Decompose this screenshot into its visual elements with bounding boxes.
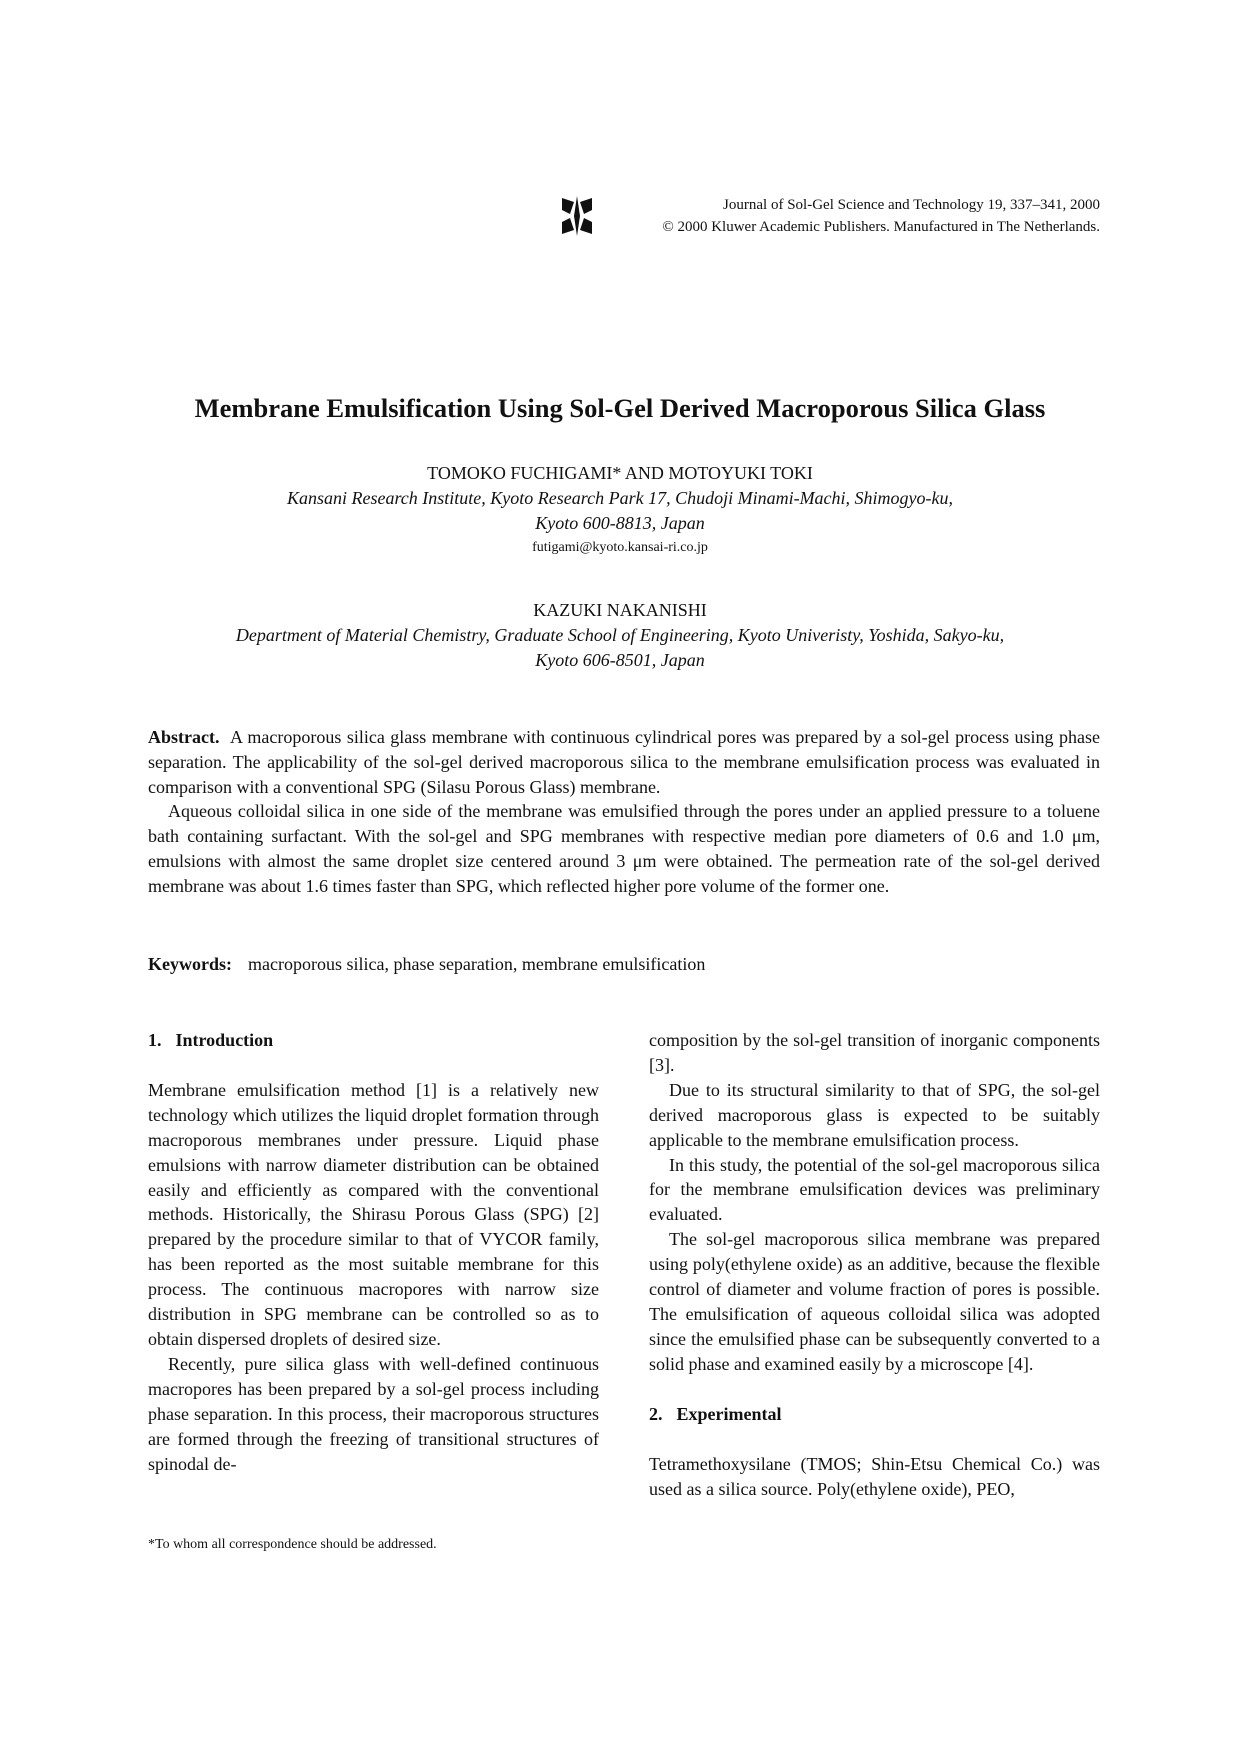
abstract-paragraph [148, 725, 1100, 799]
author-names: KAZUKI NAKANISHI [533, 600, 707, 620]
section-title: Introduction [175, 1030, 274, 1050]
keywords-label: Keywords: [148, 954, 232, 974]
section-heading [148, 1028, 599, 1053]
body-paragraph: The sol-gel macroporous silica membrane was prepared using poly(ethylene oxide) as an additive, because the flexible control of diameter and volume fraction of pores is possible. The emulsification of aqueous colloidal silica was adopted since the emulsified phase can be subsequently converted to a solid phase and examined easily by a microscope [4]. [649, 1229, 1100, 1374]
journal-line: Journal of Sol-Gel Science and Technology 19, 337–341, 2000 [723, 197, 1100, 213]
left-column [148, 1028, 599, 1476]
author-affiliation-city: Kyoto 606-8501, Japan [535, 650, 705, 670]
paper-title: Membrane Emulsification Using Sol-Gel Derived Macroporous Silica Glass [194, 393, 1046, 423]
author-affiliation: Kansani Research Institute, Kyoto Research Park 17, Chudoji Minami-Machi, Shimogyo-ku, [286, 488, 954, 508]
author-affiliation-city: Kyoto 600-8813, Japan [535, 513, 705, 533]
section-number: 2. [649, 1403, 663, 1424]
body-paragraph: Recently, pure silica glass with well-defined continuous macropores has been prepared by a sol-gel process including phase separation. In this process, their macroporous structures are formed through the freezing of transitional structures of spinodal de- [148, 1353, 599, 1474]
author-block-1 [120, 461, 1120, 560]
right-column [649, 1028, 1100, 1501]
keywords [148, 952, 1100, 976]
author-block-2 [120, 598, 1120, 673]
copyright-line: © 2000 Kluwer Academic Publishers. Manufactured in The Netherlands. [662, 219, 1100, 235]
abstract [148, 725, 1100, 899]
body-paragraph: Membrane emulsification method [1] is a relatively new technology which utilizes the liquid droplet formation through macroporous membranes under pressure. Liquid phase emulsions with narrow diameter distribution can be obtained easily and efficiently as compared with the conventional methods. Historically, the Shirasu Porous Glass (SPG) [2] prepared by the procedure similar to that of VYCOR family, has been reported as the most suitable membrane for this process. The continuous macropores with narrow size distribution in SPG membrane can be controlled so as to obtain dispersed droplets of desired size. [148, 1079, 599, 1349]
abstract-text: A macroporous silica glass membrane with continuous cylindrical pores was prepared by a sol-gel process using phase separation. The applicability of the sol-gel derived macroporous silica to the membrane emulsification process was evaluated in comparison with a conventional SPG (Silasu Porous Glass) membrane. [148, 727, 1100, 797]
body-paragraph: Due to its structural similarity to that of SPG, the sol-gel derived macroporous glass is expected to be suitably applicable to the membrane emulsification process. [649, 1079, 1100, 1150]
section-heading [649, 1402, 1100, 1427]
author-affiliation: Department of Material Chemistry, Graduate School of Engineering, Kyoto Univeristy, Yoshida, Sakyo-ku, [235, 625, 1005, 645]
publisher-logo-icon [560, 194, 594, 238]
body-paragraph: composition by the sol-gel transition of inorganic components [3]. [649, 1030, 1100, 1075]
section-number: 1. [148, 1030, 162, 1050]
body-paragraph: Tetramethoxysilane (TMOS; Shin-Etsu Chemical Co.) was used as a silica source. Poly(ethylene oxide), PEO, [649, 1453, 1100, 1499]
author-names: TOMOKO FUCHIGAMI* AND MOTOYUKI TOKI [427, 463, 813, 483]
keywords-text: macroporous silica, phase separation, membrane emulsification [248, 954, 706, 974]
body-paragraph: In this study, the potential of the sol-gel macroporous silica for the membrane emulsification devices was preliminary evaluated. [649, 1154, 1100, 1225]
journal-header [560, 194, 1100, 240]
abstract-label: Abstract. [148, 727, 220, 747]
footnote: *To whom all correspondence should be addressed. [148, 1537, 437, 1552]
journal-citation [662, 194, 1100, 238]
section-title: Experimental [676, 1403, 782, 1424]
abstract-paragraph: Aqueous colloidal silica in one side of the membrane was emulsified through the pores under an applied pressure to a toluene bath containing surfactant. With the sol-gel and SPG membranes with respective median pore diameters of 0.6 and 1.0 μm, emulsions with almost the same droplet size centered around 3 μm were obtained. The permeation rate of the sol-gel derived membrane was about 1.6 times faster than SPG, which reflected higher pore volume of the former one. [148, 801, 1100, 896]
author-email: futigami@kyoto.kansai-ri.co.jp [532, 540, 708, 555]
